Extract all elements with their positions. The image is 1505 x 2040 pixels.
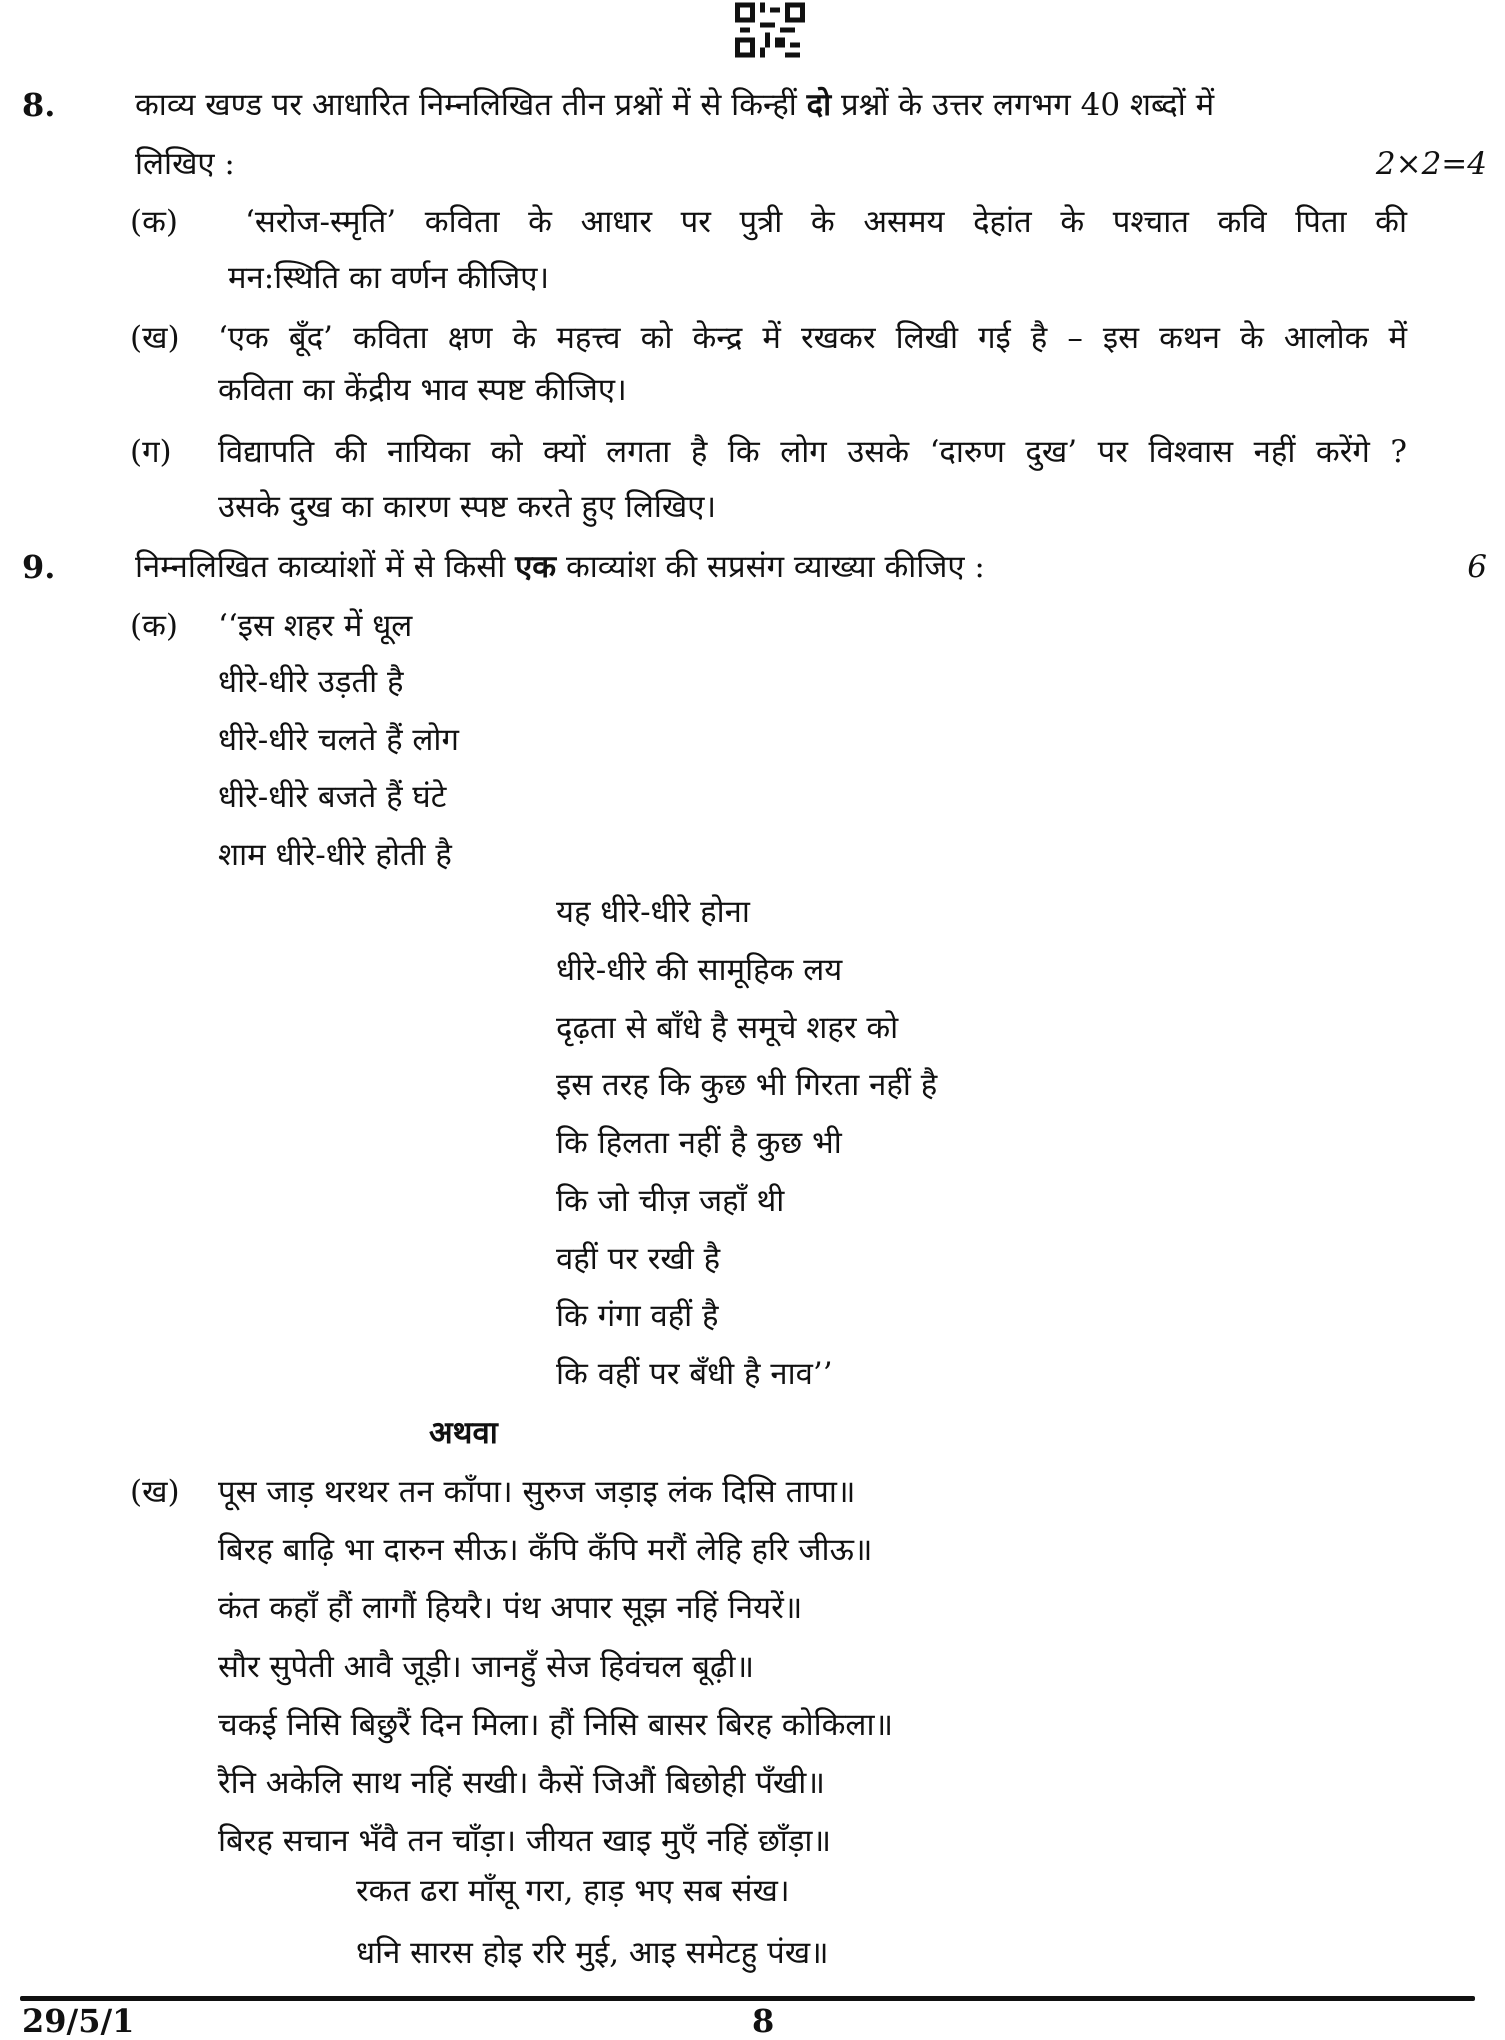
- question-9-marks: 6: [1467, 549, 1487, 585]
- poem-line: कि गंगा वहीं है: [556, 1298, 719, 1334]
- poem-line: रैनि अकेलि साथ नहिं सखी। कैसें जिऔं बिछोही पँखी॥: [218, 1765, 825, 1801]
- poem-line: कि वहीं पर बँधी है नाव’’: [556, 1356, 833, 1392]
- poem-line: बिरह बाढ़ि भा दारुन सीऊ। कँपि कँपि मरौं लेहि हरि जीऊ॥: [218, 1532, 873, 1568]
- poem-line: शाम धीरे-धीरे होती है: [218, 837, 452, 873]
- poem-line: सौर सुपेती आवै जूड़ी। जानहुँ सेज हिवंचल बूढ़ी॥: [218, 1649, 755, 1685]
- question-9-text: [135, 546, 985, 588]
- poem-line: धीरे-धीरे बजते हैं घंटे: [218, 779, 447, 815]
- poem-line: कि जो चीज़ जहाँ थी: [556, 1183, 785, 1219]
- paper-code: 29/5/1: [22, 2002, 135, 2040]
- poem-line: धीरे-धीरे चलते हैं लोग: [218, 722, 459, 758]
- doha-line: रकत ढरा माँसू गरा, हाड़ भए सब संख।: [356, 1873, 790, 1909]
- q9-bold-word: एक: [515, 549, 557, 585]
- q9-part-label: (ख): [130, 1474, 180, 1510]
- qr-code: [735, 2, 805, 58]
- q8-part-ga-line: उसके दुख का कारण स्पष्ट करते हुए लिखिए।: [218, 489, 717, 525]
- q8-text-b: प्रश्नों के उत्तर लगभग 40 शब्दों में: [831, 87, 1215, 123]
- q8-part-label: (ख): [130, 320, 180, 356]
- q8-bold-word: दो: [806, 87, 832, 123]
- q8-part-ka-line: मन:स्थिति का वर्णन कीजिए।: [228, 260, 550, 296]
- q8-part-label: (ग): [130, 434, 172, 470]
- poem-line: धीरे-धीरे उड़ती है: [218, 664, 404, 700]
- doha-line: धनि सारस होइ ररि मुई, आइ समेटहु पंख॥: [356, 1935, 829, 1971]
- question-8-marks: 2×2=4: [1375, 146, 1487, 182]
- q9-part-label: (क): [130, 608, 178, 644]
- poem-line: कंत कहाँ हौं लागौं हियरै। पंथ अपार सूझ नहिं नियरें॥: [218, 1590, 803, 1626]
- poem-line: बिरह सचान भँवै तन चाँड़ा। जीयत खाइ मुएँ नहिं छाँड़ा॥: [218, 1823, 832, 1859]
- poem-line: चकई निसि बिछुरैं दिन मिला। हौं निसि बासर बिरह कोकिला॥: [218, 1707, 894, 1743]
- or-separator: अथवा: [429, 1415, 498, 1451]
- q8-part-kha-line: ‘एक बूँद’ कविता क्षण के महत्त्व को केन्द्र में रखकर लिखी गई है – इस कथन के आलोक में: [218, 320, 1407, 356]
- poem-line: इस तरह कि कुछ भी गिरता नहीं है: [556, 1067, 938, 1103]
- q8-part-label: (क): [130, 204, 178, 240]
- poem-line: धीरे-धीरे की सामूहिक लय: [556, 952, 843, 988]
- q8-part-ka-line: ‘सरोज-स्मृति’ कविता के आधार पर पुत्री के असमय देहांत के पश्चात कवि पिता की: [245, 204, 1407, 240]
- footer-rule: [20, 1996, 1475, 2001]
- poem-line: कि हिलता नहीं है कुछ भी: [556, 1125, 842, 1161]
- q8-part-ga-line: विद्यापति की नायिका को क्यों लगता है कि लोग उसके ‘दारुण दुख’ पर विश्वास नहीं करेंगे ?: [218, 434, 1407, 470]
- question-8-text: [135, 84, 1214, 126]
- page-number: 8: [752, 2002, 775, 2040]
- poem-line: पूस जाड़ थरथर तन काँपा। सुरुज जड़ाइ लंक दिसि तापा॥: [218, 1474, 856, 1510]
- poem-line: दृढ़ता से बाँधे है समूचे शहर को: [556, 1010, 899, 1046]
- poem-line: वहीं पर रखी है: [556, 1241, 721, 1277]
- question-9-number: 9.: [22, 548, 56, 586]
- q8-text-a: काव्य खण्ड पर आधारित निम्नलिखित तीन प्रश्नों में से किन्हीं: [135, 87, 807, 123]
- poem-line: ‘‘इस शहर में धूल: [218, 608, 413, 644]
- q9-text-b: काव्यांश की सप्रसंग व्याख्या कीजिए :: [556, 549, 985, 585]
- poem-line: यह धीरे-धीरे होना: [556, 894, 750, 930]
- q9-text-a: निम्नलिखित काव्यांशों में से किसी: [135, 549, 516, 585]
- q8-part-kha-line: कविता का केंद्रीय भाव स्पष्ट कीजिए।: [218, 372, 627, 408]
- question-8-number: 8.: [22, 86, 56, 124]
- question-8-text-cont: लिखिए :: [135, 146, 235, 182]
